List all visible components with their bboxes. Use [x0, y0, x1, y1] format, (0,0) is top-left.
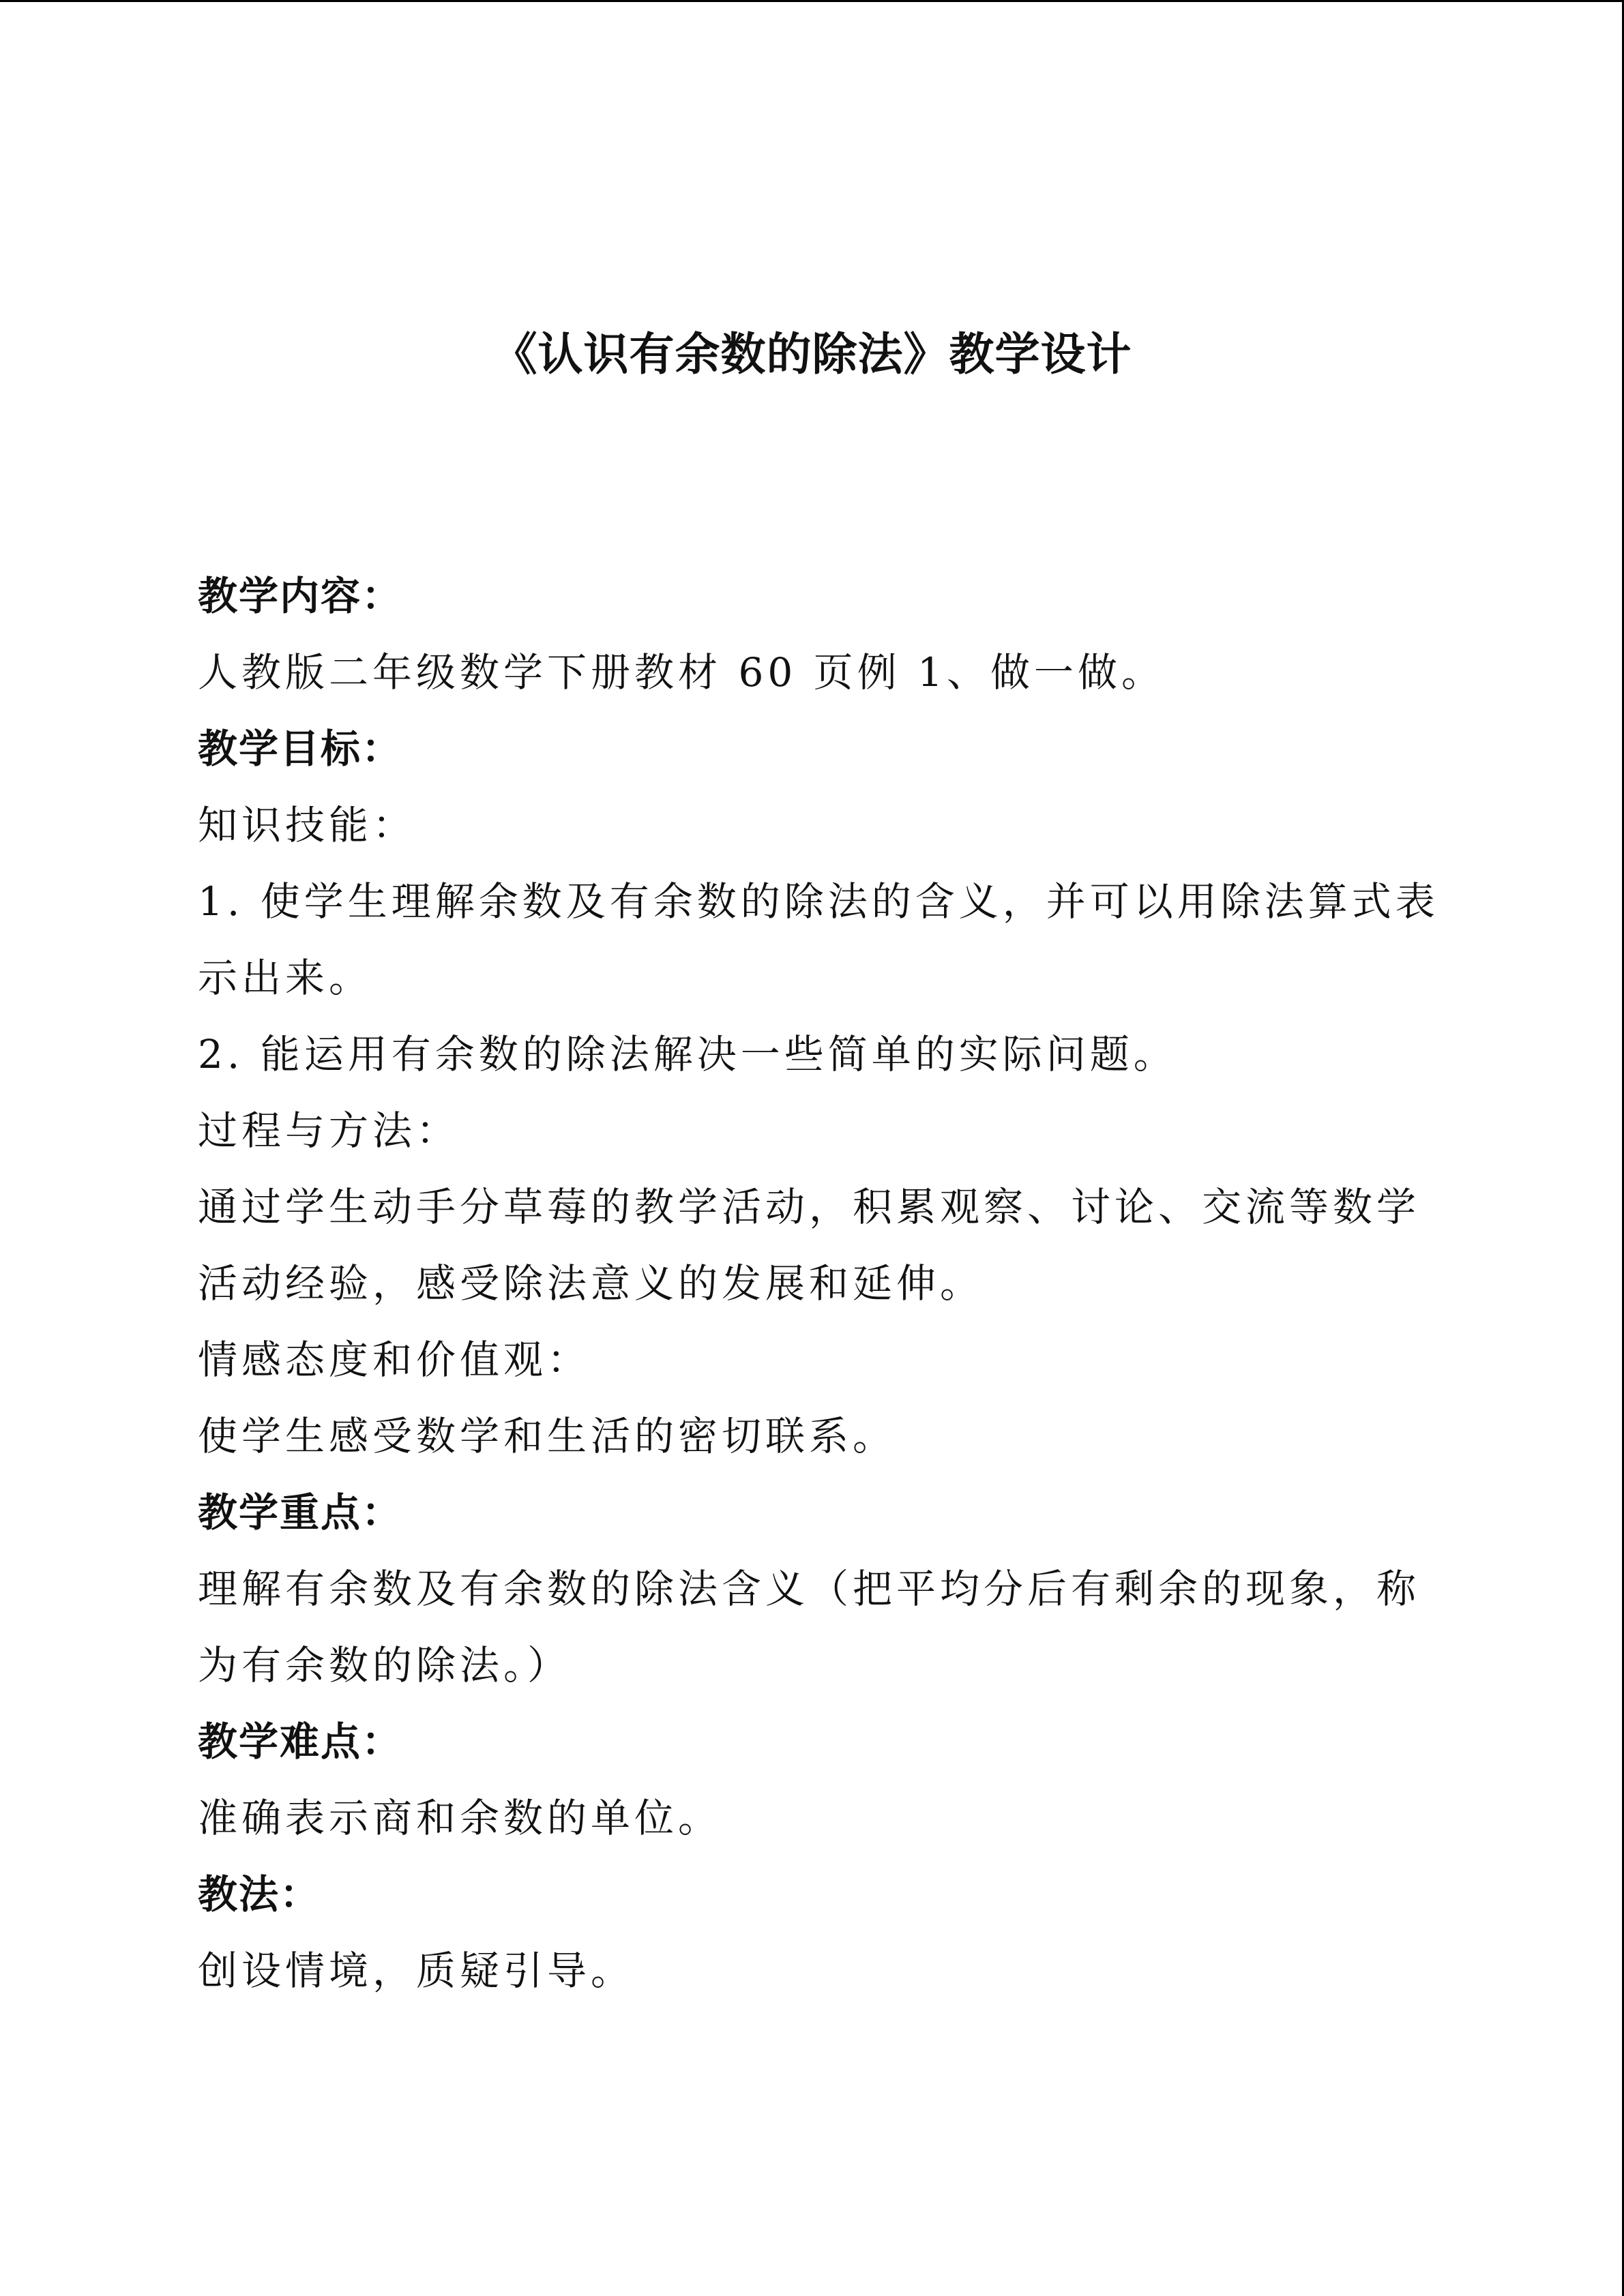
objective-1-line-2: 示出来。	[198, 955, 373, 1001]
attitude-text: 使学生感受数学和生活的密切联系。	[198, 1413, 897, 1459]
section-heading-key-points: 教学重点：	[198, 1489, 403, 1536]
content-text: 人教版二年级数学下册教材 60 页例 1、做一做。	[198, 649, 1166, 696]
section-heading-teaching-method: 教法：	[198, 1871, 321, 1918]
key-points-line-1: 理解有余数及有余数的除法含义（把平均分后有剩余的现象，称	[198, 1566, 1421, 1612]
subheading-process-method: 过程与方法：	[198, 1107, 460, 1154]
process-text-line-2: 活动经验，感受除法意义的发展和延伸。	[198, 1260, 984, 1307]
objective-1-line-1: 1. 使学生理解余数及有余数的除法的含义，并可以用除法算式表	[198, 878, 1439, 925]
document-title: 《认识有余数的除法》教学设计	[492, 328, 1132, 381]
teaching-method-text: 创设情境，质疑引导。	[198, 1948, 635, 1994]
section-heading-content: 教学内容：	[198, 573, 403, 619]
subheading-attitude-values: 情感态度和价值观：	[198, 1337, 591, 1383]
subheading-knowledge-skills: 知识技能：	[198, 802, 417, 848]
document-body	[198, 558, 1460, 2009]
difficulties-text: 准确表示商和余数的单位。	[198, 1795, 722, 1841]
section-heading-difficulties: 教学难点：	[198, 1718, 403, 1765]
section-heading-objectives: 教学目标：	[198, 726, 403, 772]
objective-2: 2. 能运用有余数的除法解决一些简单的实际问题。	[198, 1031, 1177, 1077]
process-text-line-1: 通过学生动手分草莓的教学活动，积累观察、讨论、交流等数学	[198, 1184, 1421, 1230]
key-points-line-2: 为有余数的除法。）	[198, 1642, 572, 1688]
